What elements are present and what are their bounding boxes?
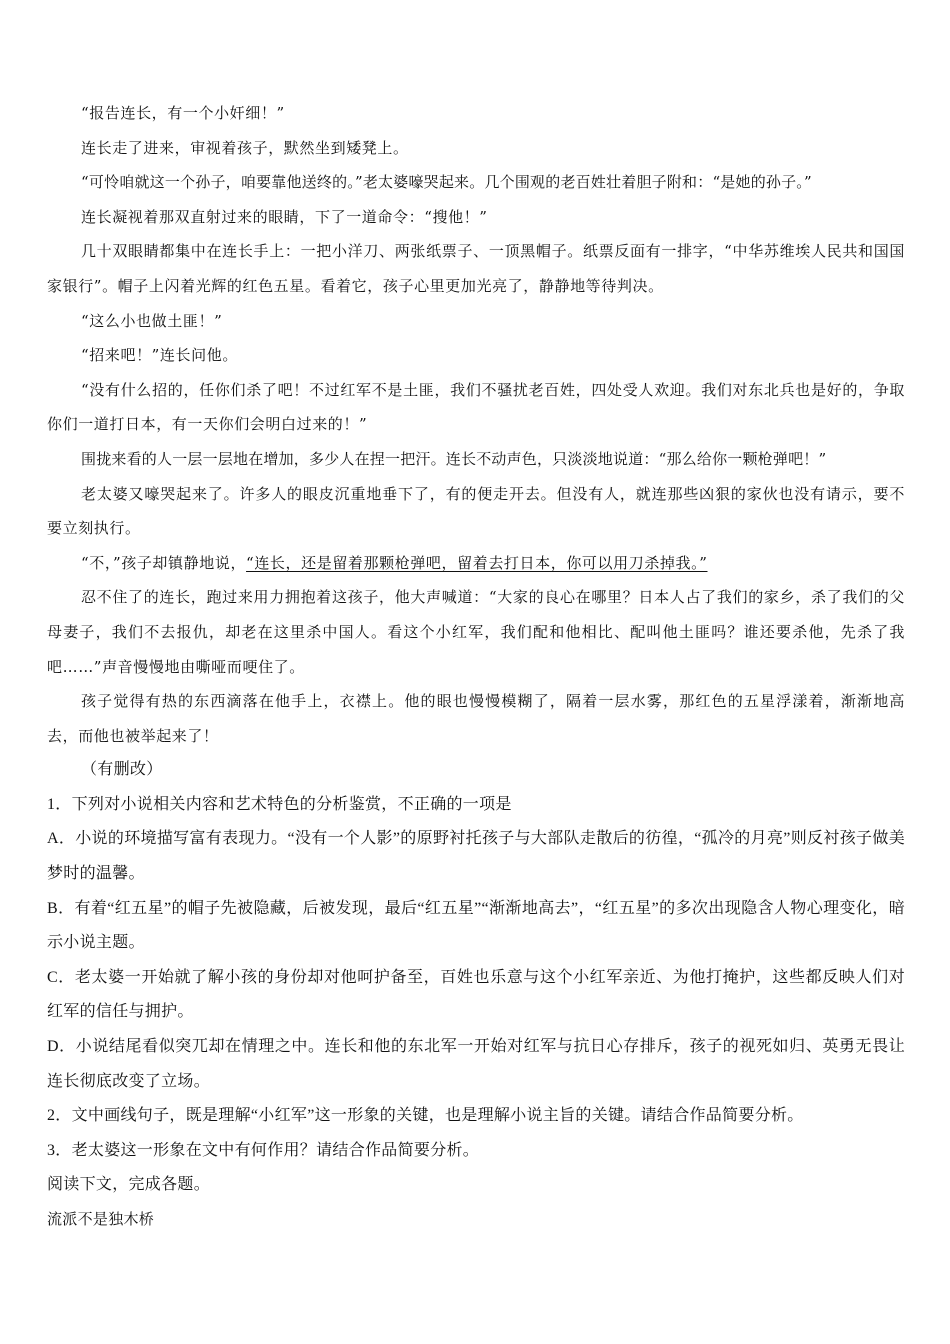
question-3: 3．老太婆这一形象在文中有何作用？请结合作品简要分析。	[47, 1141, 480, 1159]
story-paragraph-12: 忍不住了的连长，跑过来用力拥抱着这孩子，他大声喊道：“大家的良心在哪里？日本人占了我们的家乡，杀了我们的父母妻子，我们不去报仇，却老在这里杀中国人。看这个小红军，我们配和他相比、配叫他土匪吗？谁还要杀他，先杀了我吧……”声音慢慢地由嘶哑而哽住了。	[47, 588, 905, 676]
story-paragraph-9: 围拢来看的人一层一层地在增加，多少人在捏一把汗。连长不动声色，只淡淡地说道：“那么给你一颗枪弹吧！”	[81, 449, 827, 468]
story-paragraph-1: “报告连长，有一个小奸细！”	[81, 104, 285, 122]
story-paragraph-11-lead: “不，”孩子却镇静地说，	[81, 553, 247, 572]
option-d: D．小说结尾看似突兀却在情理之中。连长和他的东北军一开始对红军与抗日心存排斥，孩子的视死如归、英勇无畏让连长彻底改变了立场。	[47, 1038, 905, 1090]
story-text	[47, 96, 905, 753]
story-paragraph-6: “这么小也做土匪！”	[81, 311, 223, 330]
story-paragraph-11	[47, 546, 905, 581]
option-a: A．小说的环境描写富有表现力。“没有一个人影”的原野衬托孩子与大部队走散后的彷徨，“孤冷的月亮”则反衬孩子做美梦时的温馨。	[47, 830, 905, 883]
option-c: C．老太婆一开始就了解小孩的身份却对他呵护备至，百姓也乐意与这个小红军亲近、为他打掩护，这些都反映人们对红军的信任与拥护。	[47, 968, 905, 1021]
story-paragraph-10: 老太婆又嚎哭起来了。许多人的眼皮沉重地垂下了，有的便走开去。但没有人，就连那些凶狠的家伙也没有请示，要不要立刻执行。	[47, 484, 905, 538]
abridged-note: （有删改）	[81, 761, 163, 779]
document-page	[47, 96, 905, 1238]
underlined-sentence: “连长，还是留着那颗枪弹吧，留着去打日本，你可以用刀杀掉我。”	[246, 553, 708, 572]
question-1: 1．下列对小说相关内容和艺术特色的分析鉴赏，不正确的一项是	[47, 795, 512, 813]
story-paragraph-13: 孩子觉得有热的东西滴落在他手上，衣襟上。他的眼也慢慢模糊了，隔着一层水雾，那红色的五星浮漾着，渐渐地高去，而他也被举起来了！	[47, 692, 905, 745]
question-2: 2．文中画线句子，既是理解“小红军”这一形象的关键，也是理解小说主旨的关键。请结合作品简要分析。	[47, 1107, 804, 1125]
story-paragraph-8: “没有什么招的，任你们杀了吧！不过红军不是土匪，我们不骚扰老百姓，四处受人欢迎。我们对东北兵也是好的，争取你们一道打日本，有一天你们会明白过来的！”	[47, 380, 905, 434]
story-paragraph-4: 连长凝视着那双直射过来的眼睛，下了一道命令：“搜他！”	[81, 207, 488, 226]
story-paragraph-2: 连长走了进来，审视着孩子，默然坐到矮凳上。	[81, 138, 409, 157]
option-b: B．有着“红五星”的帽子先被隐藏，后被发现，最后“红五星”“渐渐地高去”，“红五星”的多次出现隐含人物心理变化，暗示小说主题。	[47, 899, 905, 952]
story-paragraph-7: “招来吧！”连长问他。	[81, 346, 238, 365]
next-passage-title: 流派不是独木桥	[47, 1212, 155, 1228]
story-paragraph-3: “可怜咱就这一个孙子，咱要靠他送终的。”老太婆嚎哭起来。几个围观的老百姓壮着胆子附和：“是她的孙子。”	[81, 173, 812, 192]
reading-instruction: 阅读下文，完成各题。	[47, 1176, 211, 1194]
questions-section	[47, 753, 905, 1237]
story-paragraph-5: 几十双眼睛都集中在连长手上：一把小洋刀、两张纸票子、一顶黑帽子。纸票反面有一排字，“中华苏维埃人民共和国国家银行”。帽子上闪着光辉的红色五星。看着它，孩子心里更加光亮了，静静地等待判决。	[47, 242, 905, 295]
